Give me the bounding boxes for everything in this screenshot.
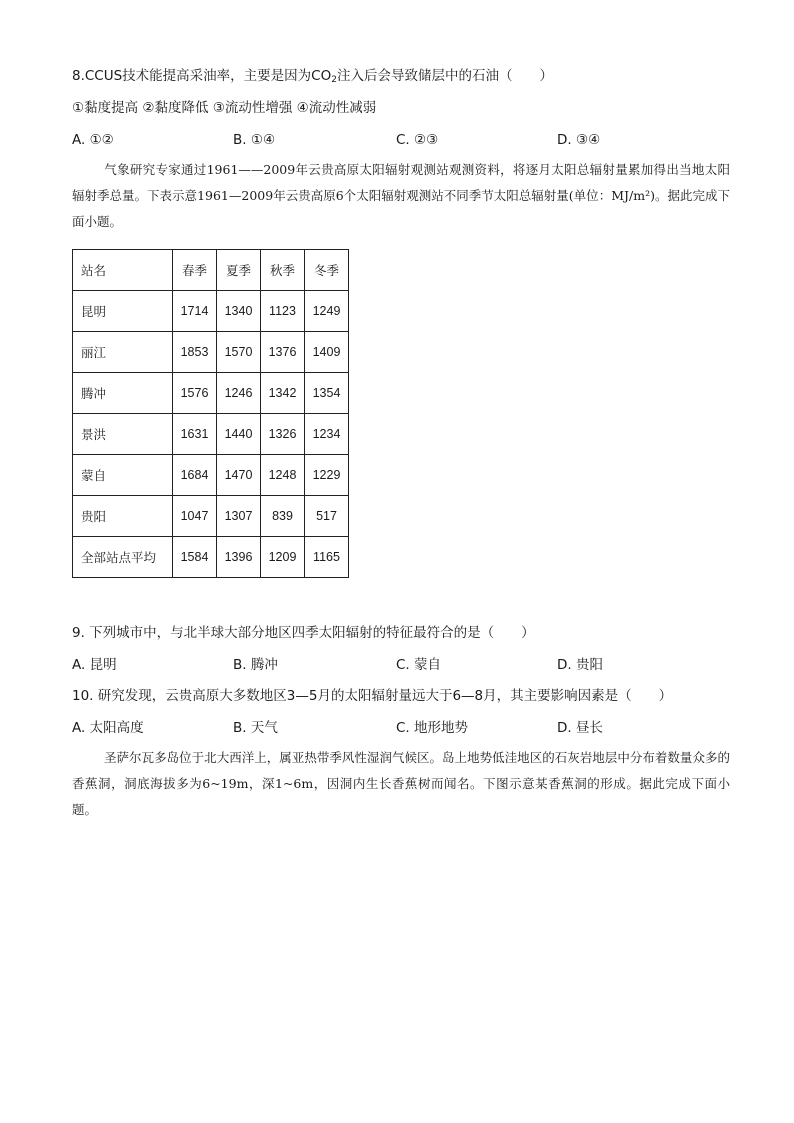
- table-cell: 1342: [261, 373, 305, 414]
- table-header-cell: 冬季: [305, 250, 349, 291]
- q9-option-c: C. 蒙自: [396, 657, 442, 673]
- table-cell: 1470: [217, 455, 261, 496]
- q8-stem: 8.CCUS技术能提高采油率，主要是因为$CO_2$注入后会导致储层中的石油（ ）: [72, 68, 553, 85]
- table-header-cell: 站名: [73, 250, 173, 291]
- table-header-row: [73, 250, 349, 291]
- q9-option-d: D. 贵阳: [557, 657, 603, 673]
- table-cell: 1714: [173, 291, 217, 332]
- table-cell: 腾冲: [73, 373, 173, 414]
- passage-solar-radiation: 气象研究专家通过1961——2009年云贵高原太阳辐射观测站观测资料，将逐月太阳总辐射量累加得出当地太阳辐射季总量。下表示意1961—2009年云贵高原6个太阳辐射观测站不同季节太阳总辐射量(单位：MJ/m²)。据此完成下面小题。: [72, 162, 730, 229]
- table-row: [73, 332, 349, 373]
- table-cell: 昆明: [73, 291, 173, 332]
- table-cell: 1409: [305, 332, 349, 373]
- table-row: [73, 537, 349, 578]
- table-cell: 1684: [173, 455, 217, 496]
- table-row: [73, 496, 349, 537]
- q10-option-a: A. 太阳高度: [72, 720, 144, 736]
- q10-stem: 10. 研究发现，云贵高原大多数地区3—5月的太阳辐射量远大于6—8月，其主要影响因素是（ ）: [72, 688, 673, 704]
- table-cell: 1853: [173, 332, 217, 373]
- table-cell: 1246: [217, 373, 261, 414]
- passage-banana-caves: 圣萨尔瓦多岛位于北大西洋上，属亚热带季风性湿润气候区。岛上地势低洼地区的石灰岩地层中分布着数量众多的香蕉洞，洞底海拔多为6~19m，深1~6m，因洞内生长香蕉树而闻名。下图示意某香蕉洞的形成。据此完成下面小题。: [72, 750, 730, 817]
- table-cell: 1631: [173, 414, 217, 455]
- table-cell: 1229: [305, 455, 349, 496]
- table-cell: 1248: [261, 455, 305, 496]
- q9-option-a: A. 昆明: [72, 657, 117, 673]
- q10-option-b: B. 天气: [233, 720, 278, 736]
- table-header-cell: 春季: [173, 250, 217, 291]
- table-cell: 1307: [217, 496, 261, 537]
- q8-items: ①黏度提高 ②黏度降低 ③流动性增强 ④流动性减弱: [72, 100, 377, 116]
- table-cell: 1576: [173, 373, 217, 414]
- table-cell: 蒙自: [73, 455, 173, 496]
- table-cell: 丽江: [73, 332, 173, 373]
- q8-option-b: B. ①④: [233, 132, 276, 148]
- table-cell: 1354: [305, 373, 349, 414]
- table-cell: 1234: [305, 414, 349, 455]
- table-cell: 贵阳: [73, 496, 173, 537]
- table-row: [73, 373, 349, 414]
- table-cell: 1376: [261, 332, 305, 373]
- q10-option-c: C. 地形地势: [396, 720, 469, 736]
- table-header-cell: 夏季: [217, 250, 261, 291]
- table-cell: 1440: [217, 414, 261, 455]
- table-cell: 1249: [305, 291, 349, 332]
- table-row: [73, 455, 349, 496]
- table-cell: 1396: [217, 537, 261, 578]
- table-cell: 1584: [173, 537, 217, 578]
- q8-option-d: D. ③④: [557, 132, 601, 148]
- table-cell: 1326: [261, 414, 305, 455]
- radiation-table: [72, 249, 349, 578]
- q8-option-a: A. ①②: [72, 132, 114, 148]
- table-cell: 1165: [305, 537, 349, 578]
- table-cell: 839: [261, 496, 305, 537]
- q10-option-d: D. 昼长: [557, 720, 603, 736]
- table-row: [73, 291, 349, 332]
- table-cell: 1047: [173, 496, 217, 537]
- q9-stem: 9. 下列城市中，与北半球大部分地区四季太阳辐射的特征最符合的是（ ）: [72, 625, 535, 641]
- table-cell: 517: [305, 496, 349, 537]
- table-cell: 1570: [217, 332, 261, 373]
- table-header-cell: 秋季: [261, 250, 305, 291]
- table-row: [73, 414, 349, 455]
- table-cell: 全部站点平均: [73, 537, 173, 578]
- table-cell: 1123: [261, 291, 305, 332]
- table-cell: 1340: [217, 291, 261, 332]
- q8-option-c: C. ②③: [396, 132, 439, 148]
- q9-option-b: B. 腾冲: [233, 657, 278, 673]
- table-cell: 景洪: [73, 414, 173, 455]
- table-cell: 1209: [261, 537, 305, 578]
